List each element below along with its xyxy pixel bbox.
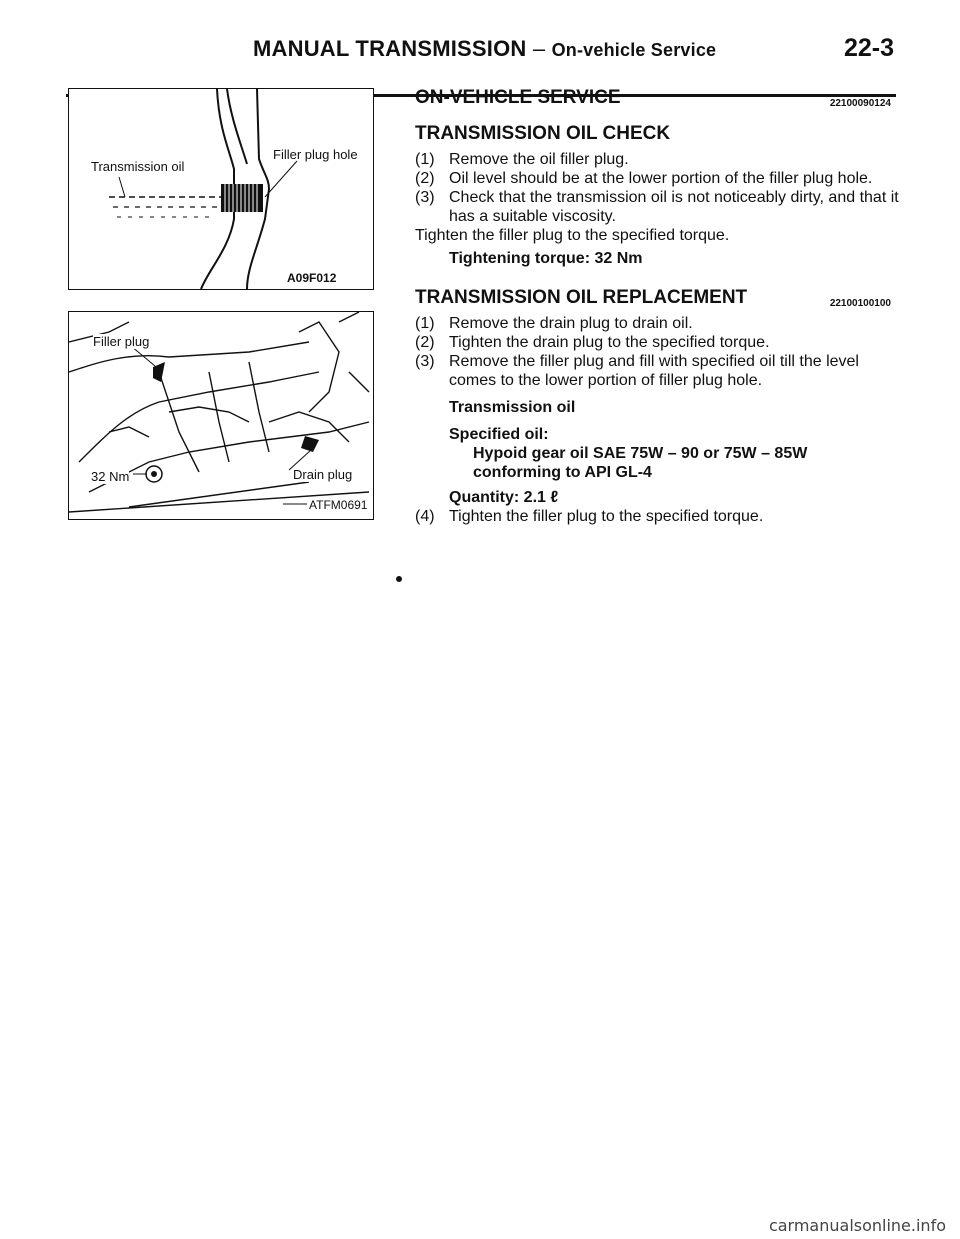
step-number: (3): [415, 189, 435, 206]
section-on-vehicle-service: [415, 88, 905, 114]
step-text: Check that the transmission oil is not noticeably dirty, and that it has a suitable viscosity.: [449, 189, 899, 225]
label-transmission-oil: Transmission oil: [91, 159, 185, 174]
section-title: ON-VEHICLE SERVICE: [415, 87, 621, 108]
label-filler-plug-hole: Filler plug hole: [273, 147, 358, 162]
label-drain-plug: Drain plug: [293, 467, 353, 482]
list-item: [415, 333, 905, 352]
page-header: [0, 30, 960, 70]
list-item: [415, 314, 905, 333]
specified-oil-line2: conforming to API GL-4: [473, 464, 652, 481]
specified-oil-label: Specified oil:: [449, 426, 549, 443]
step-text: Remove the drain plug to drain oil.: [449, 315, 693, 332]
step-number: (2): [415, 334, 435, 351]
footer-watermark: carmanualsonline.info: [768, 1216, 946, 1235]
step-number: (2): [415, 170, 435, 187]
list-item: [415, 169, 905, 188]
figure-code-2: ATFM0691: [309, 498, 368, 512]
content-column: [415, 88, 905, 526]
figure-drain-plug: [68, 311, 374, 520]
section-title: TRANSMISSION OIL REPLACEMENT: [415, 287, 748, 308]
oil-level-diagram: [69, 89, 373, 289]
list-item: [415, 188, 905, 226]
step-number: (1): [415, 151, 435, 168]
oil-quantity: Quantity: 2.1 ℓ: [449, 489, 559, 506]
list-item: [415, 507, 905, 526]
step-number: (1): [415, 315, 435, 332]
oil-heading: Transmission oil: [449, 399, 576, 416]
figure-oil-level: [68, 88, 374, 290]
step-text: Tighten the filler plug to the specified torque.: [449, 508, 764, 525]
step-number: (3): [415, 353, 435, 370]
torque-spec: Tightening torque: 32 Nm: [449, 250, 643, 267]
header-title: [253, 36, 716, 62]
figure-code: A09F012: [287, 271, 337, 285]
step-text: Remove the oil filler plug.: [449, 151, 629, 168]
header-separator: –: [532, 36, 546, 61]
header-subtitle: On-vehicle Service: [551, 40, 717, 60]
page-number: 22-3: [843, 34, 894, 62]
header-section: MANUAL TRANSMISSION: [253, 36, 527, 61]
label-filler-plug: Filler plug: [93, 334, 150, 349]
list-item: [415, 150, 905, 169]
section-oil-replacement: [415, 288, 905, 314]
section-oil-check-title: TRANSMISSION OIL CHECK: [415, 123, 671, 144]
list-item: [415, 352, 905, 390]
note-text: Tighten the filler plug to the specified torque.: [415, 227, 730, 244]
step-text: Tighten the drain plug to the specified torque.: [449, 334, 770, 351]
step-number: (4): [415, 508, 435, 525]
step-text: Oil level should be at the lower portion of the filler plug hole.: [449, 170, 873, 187]
specified-oil-line1: Hypoid gear oil SAE 75W – 90 or 75W – 85W: [473, 445, 808, 462]
bullet-dot: [396, 576, 402, 582]
section-code: 22100100100: [829, 298, 891, 309]
label-torque-32nm: 32 Nm: [91, 469, 130, 484]
step-text: Remove the filler plug and fill with specified oil till the level comes to the lower portion of filler plug hole.: [449, 353, 859, 389]
section-code: 22100090124: [829, 98, 891, 109]
